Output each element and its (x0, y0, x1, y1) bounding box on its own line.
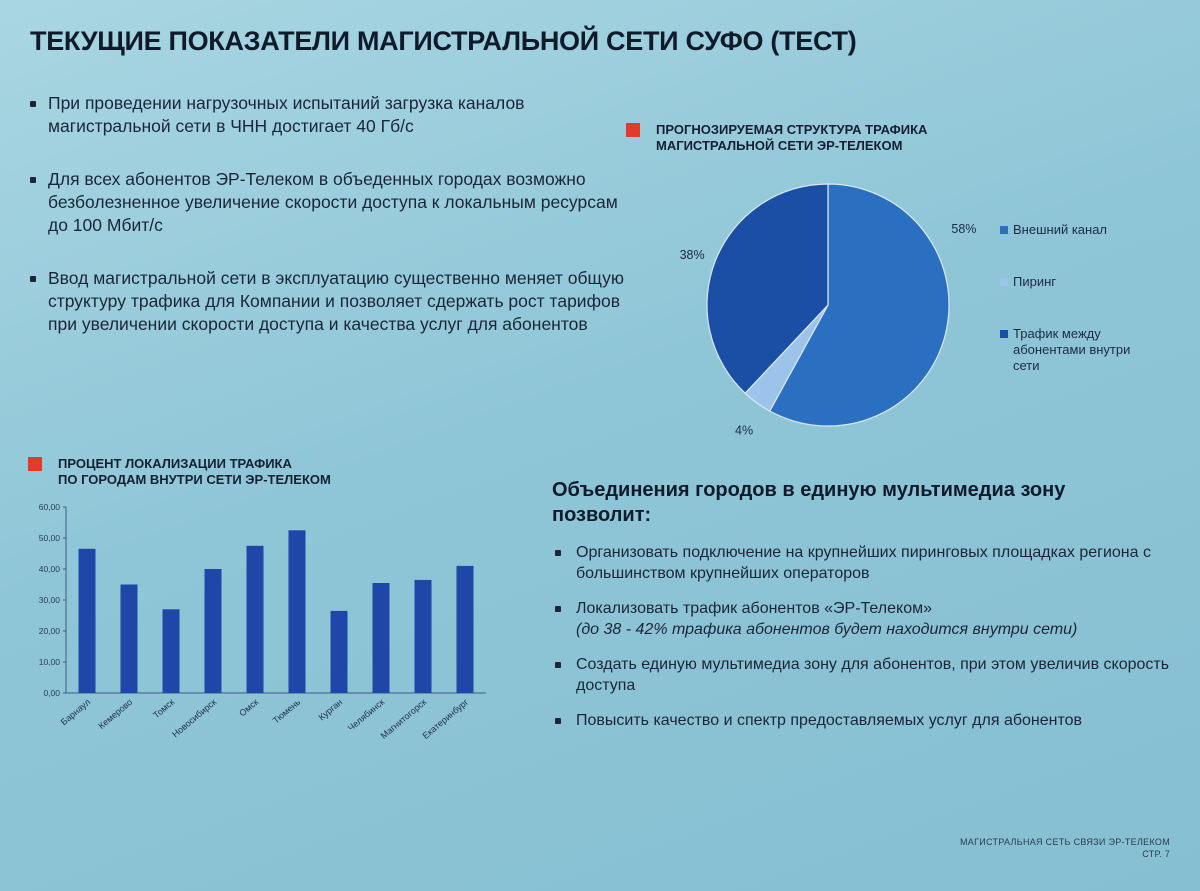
legend-item-internal (1000, 326, 1190, 374)
bar (121, 585, 138, 694)
intro-bullet: При проведении нагрузочных испытаний загрузка каналов магистральной сети в ЧНН достигает 40 Гб/с (28, 92, 628, 138)
y-tick-label: 20,00 (38, 626, 60, 636)
footer-page-number: СТР. 7 (1142, 849, 1170, 859)
intro-bullet-list (28, 92, 628, 366)
pie-value-label: 4% (735, 423, 754, 438)
legend-swatch-internal (1000, 330, 1008, 338)
benefit-item (552, 542, 1182, 584)
heading-marker-icon (626, 123, 640, 137)
x-tick-label: Курган (316, 696, 345, 723)
x-tick-label: Томск (151, 696, 177, 721)
pie-value-label: 38% (680, 248, 705, 262)
bar (457, 566, 474, 693)
x-tick-label: Челябинск (345, 696, 387, 734)
bar (415, 580, 432, 693)
legend-swatch-external (1000, 226, 1008, 234)
heading-marker-icon (28, 457, 42, 471)
benefit-text: Повысить качество и спектр предоставляемых услуг для абонентов (576, 712, 1083, 729)
x-tick-label: Магнитогорск (378, 696, 429, 741)
x-tick-label: Тюмень (270, 696, 303, 726)
bar (289, 530, 306, 693)
benefit-text: Локализовать трафик абонентов «ЭР-Телеком» (576, 600, 932, 617)
legend-label: Внешний канал (1013, 222, 1108, 237)
y-tick-label: 10,00 (38, 657, 60, 667)
benefits-list (552, 542, 1182, 731)
x-tick-label: Кемерово (96, 696, 135, 731)
bar-heading-line2: ПО ГОРОДАМ ВНУТРИ СЕТИ ЭР-ТЕЛЕКОМ (58, 472, 331, 487)
pie-value-label: 58% (951, 222, 977, 236)
pie-chart (680, 170, 990, 440)
pie-heading-line1: ПРОГНОЗИРУЕМАЯ СТРУКТУРА ТРАФИКА (656, 122, 928, 137)
benefit-item (552, 654, 1182, 696)
bar (79, 549, 96, 693)
footer-line1: МАГИСТРАЛЬНАЯ СЕТЬ СВЯЗИ ЭР-ТЕЛЕКОМ (960, 837, 1170, 847)
legend-label: Трафик между абонентами внутри сети (1013, 326, 1131, 373)
benefit-note: (до 38 - 42% трафика абонентов будет находится внутри сети) (576, 621, 1078, 638)
bar (331, 611, 348, 693)
bar-chart (20, 495, 510, 795)
benefits-title: Объединения городов в единую мультимедиа зону позволит: (552, 479, 1066, 526)
pie-chart-heading (656, 122, 927, 154)
x-tick-label: Екатеринбург (420, 696, 471, 741)
y-tick-label: 0,00 (43, 688, 60, 698)
intro-bullet: Для всех абонентов ЭР-Телеком в объеденных городах возможно безболезненное увеличение скорости доступа к локальным ресурсам до 100 Мбит/с (28, 168, 628, 237)
legend-swatch-peering (1000, 278, 1008, 286)
y-tick-label: 40,00 (38, 564, 60, 574)
pie-heading-line2: МАГИСТРАЛЬНОЙ СЕТИ ЭР-ТЕЛЕКОМ (656, 138, 903, 153)
pie-legend (1000, 222, 1190, 410)
x-tick-label: Омск (237, 696, 261, 719)
y-tick-label: 30,00 (38, 595, 60, 605)
benefits-block (552, 478, 1182, 745)
bar-heading-line1: ПРОЦЕНТ ЛОКАЛИЗАЦИИ ТРАФИКА (58, 456, 292, 471)
page-footer (960, 836, 1170, 860)
benefit-item (552, 710, 1182, 731)
bar (373, 583, 390, 693)
legend-item-external (1000, 222, 1190, 238)
benefit-text: Организовать подключение на крупнейших пиринговых площадках региона с большинством крупнейших операторов (576, 544, 1151, 582)
bar (163, 609, 180, 693)
y-tick-label: 60,00 (38, 502, 60, 512)
bar (247, 546, 264, 693)
intro-bullet: Ввод магистральной сети в эксплуатацию существенно меняет общую структуру трафика для Компании и позволяет сдержать рост тарифов при увеличении скорости доступа и качества услуг для абонентов (28, 267, 628, 336)
legend-label: Пиринг (1013, 274, 1057, 289)
bar (205, 569, 222, 693)
x-tick-label: Барнаул (58, 696, 93, 728)
page-title: ТЕКУЩИЕ ПОКАЗАТЕЛИ МАГИСТРАЛЬНОЙ СЕТИ СУФО (ТЕСТ) (30, 26, 857, 56)
benefit-item (552, 598, 1182, 640)
x-tick-label: Новосибирск (170, 696, 219, 740)
legend-item-peering (1000, 274, 1190, 290)
benefit-text: Создать единую мультимедиа зону для абонентов, при этом увеличив скорость доступа (576, 656, 1170, 694)
bar-chart-heading (58, 456, 331, 488)
y-tick-label: 50,00 (38, 533, 60, 543)
